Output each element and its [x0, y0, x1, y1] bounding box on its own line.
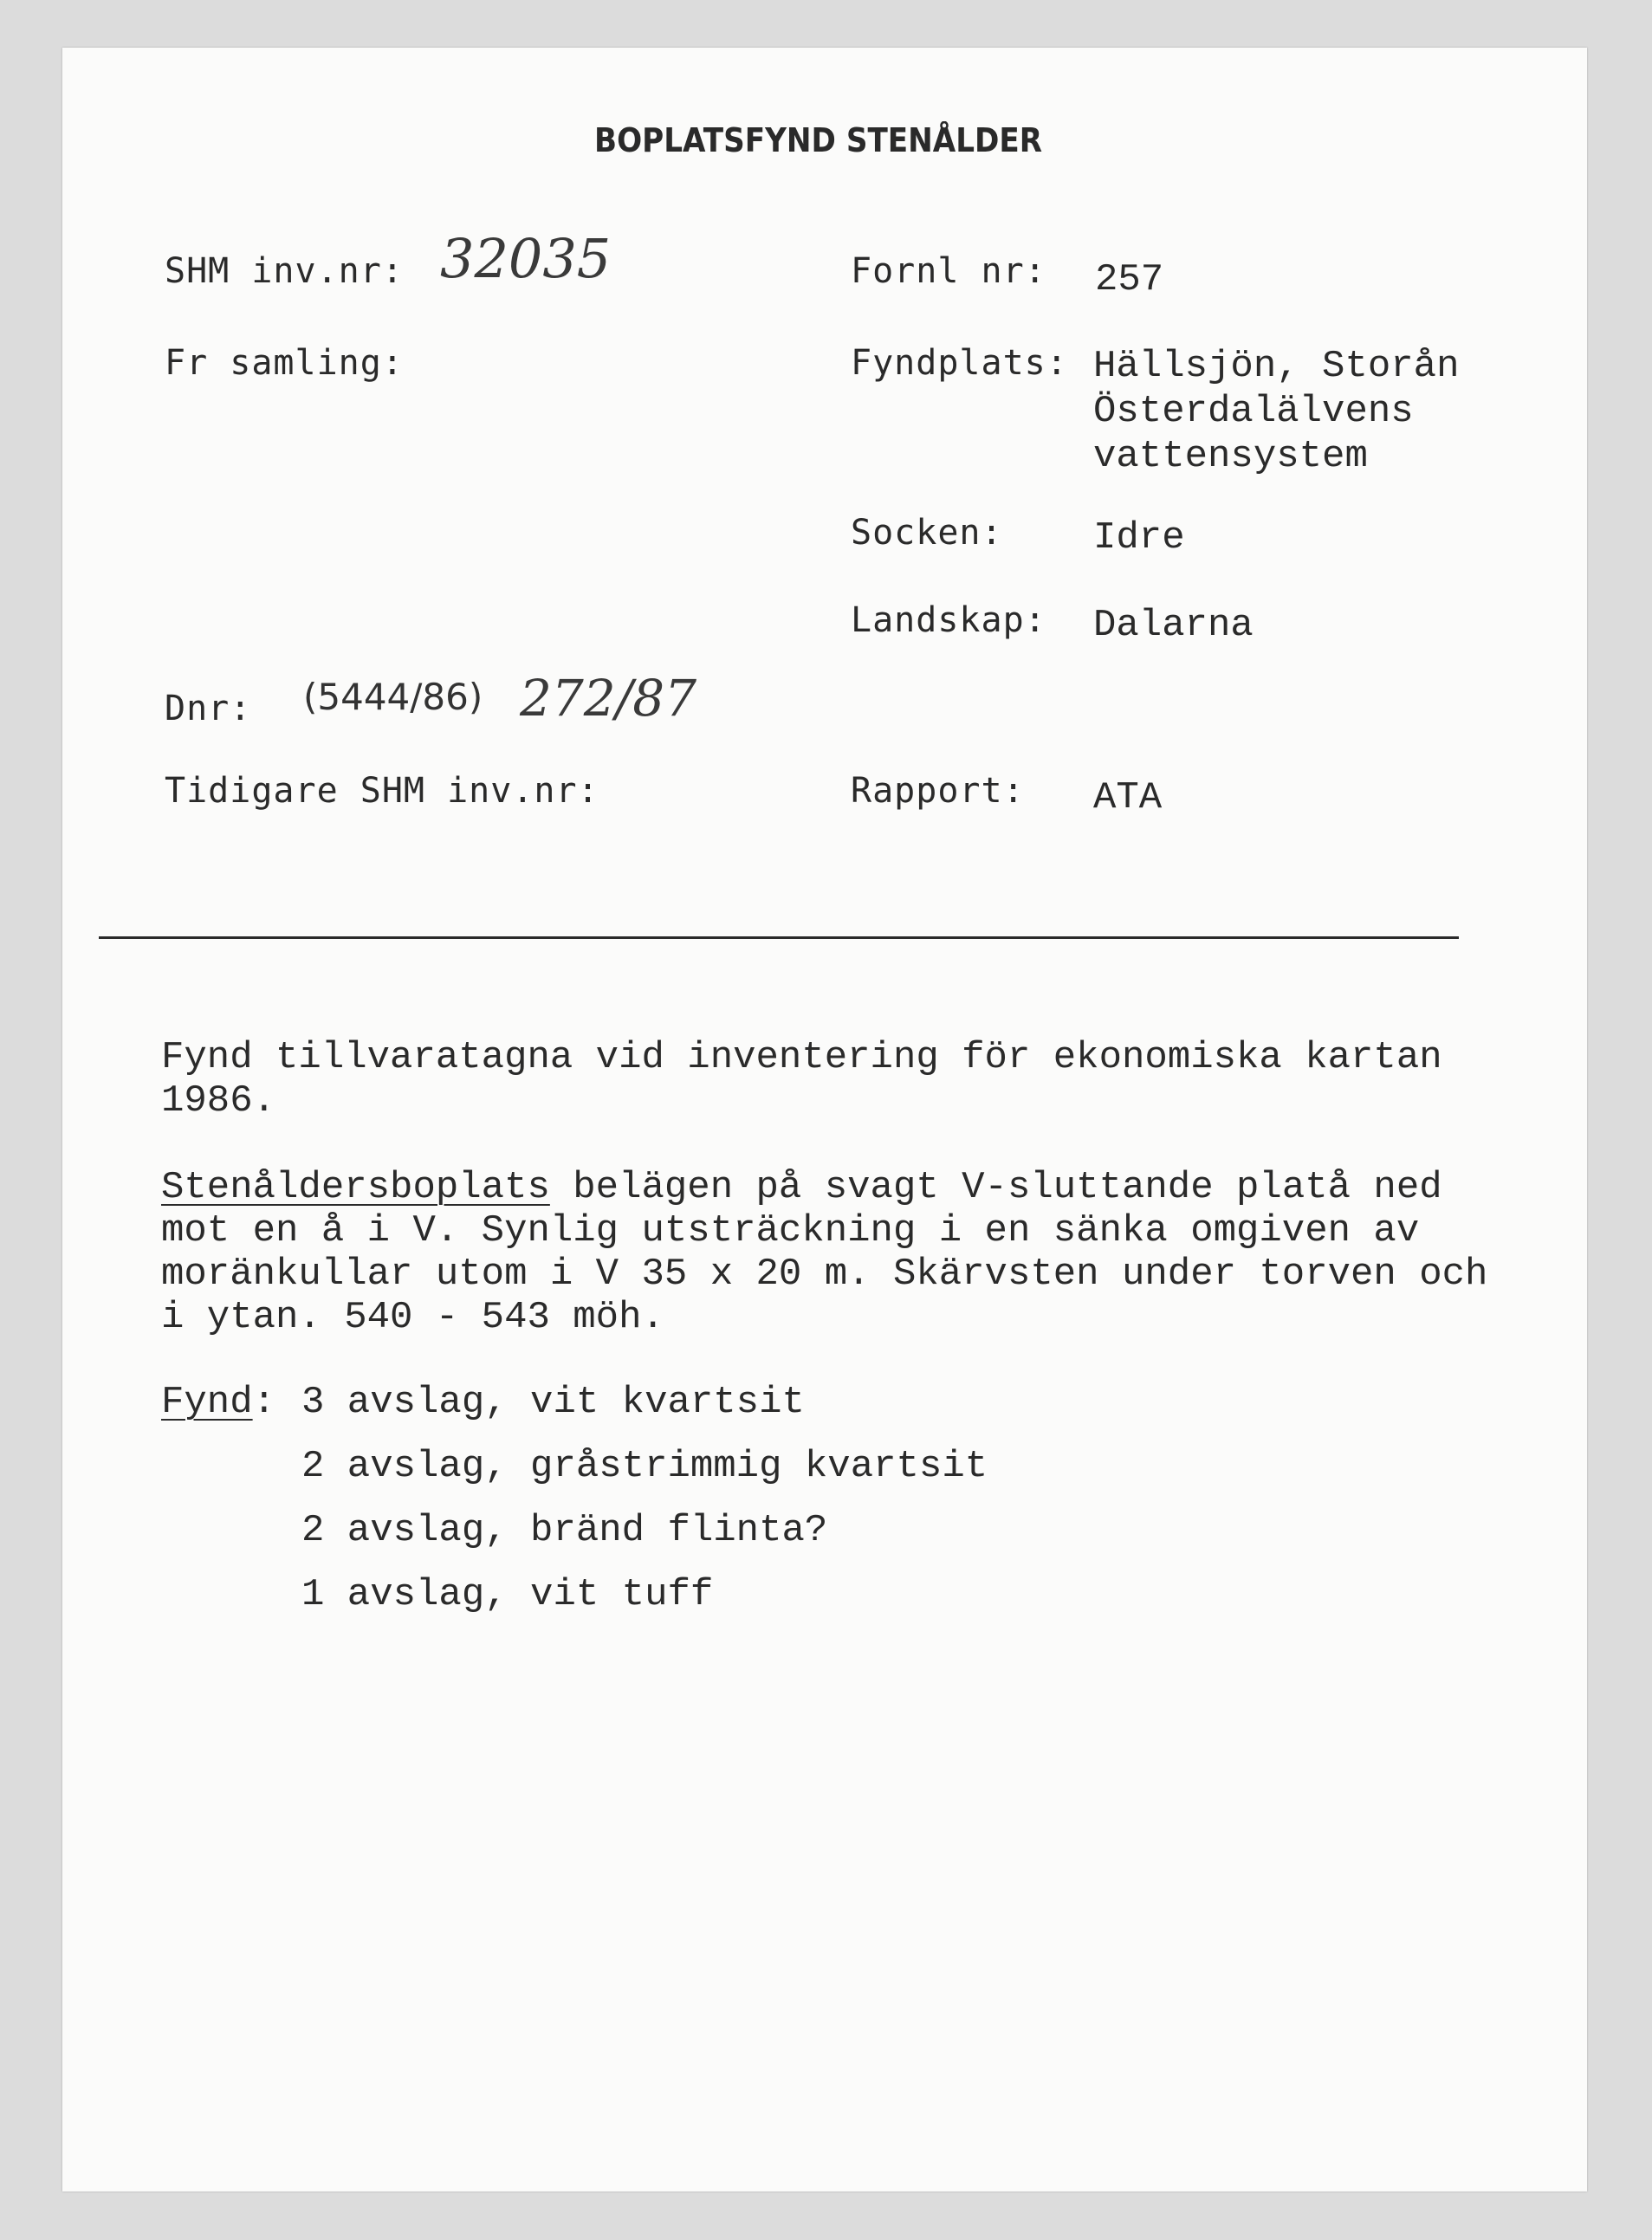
- landskap-label: Landskap:: [851, 600, 1046, 640]
- fornl-value: 257: [1095, 258, 1164, 301]
- para2-line-1: [161, 1166, 1442, 1209]
- rapport-value: ATA: [1093, 776, 1163, 819]
- dnr-value-new: 272/87: [520, 669, 697, 728]
- fynd-label-text: Fynd: [161, 1381, 253, 1424]
- para1-line-2: 1986.: [161, 1079, 276, 1123]
- para2-line-2: mot en å i V. Synlig utsträckning i en sänka omgiven av: [161, 1209, 1420, 1253]
- rapport-label: Rapport:: [851, 771, 1025, 811]
- shm-inv-label: SHM inv.nr:: [165, 251, 404, 291]
- tidigare-shm-label: Tidigare SHM inv.nr:: [165, 771, 599, 811]
- fynd-colon: :: [252, 1381, 276, 1424]
- dnr-label: Dnr:: [165, 689, 252, 728]
- fynd-item-4: 1 avslag, vit tuff: [301, 1573, 714, 1616]
- fornl-label: Fornl nr:: [851, 251, 1046, 291]
- dnr-value-old: (5444/86): [303, 676, 483, 718]
- para1-line-1: Fynd tillvaratagna vid inventering för ekonomiska kartan: [161, 1036, 1442, 1079]
- fynd-item-1: 3 avslag, vit kvartsit: [301, 1381, 805, 1424]
- fyndplats-line-1: Hällsjön, Storån: [1093, 345, 1460, 388]
- para2-line-3: moränkullar utom i V 35 x 20 m. Skärvsten under torven och: [161, 1253, 1488, 1296]
- landskap-value: Dalarna: [1093, 604, 1254, 647]
- fynd-item-2: 2 avslag, gråstrimmig kvartsit: [301, 1445, 988, 1488]
- fyndplats-line-2: Österdalälvens: [1093, 390, 1414, 433]
- shm-inv-value: 32035: [440, 227, 612, 290]
- fynd-label: [161, 1381, 275, 1424]
- fynd-item-3: 2 avslag, bränd flinta?: [301, 1509, 828, 1552]
- para2-line-4: i ytan. 540 - 543 möh.: [161, 1296, 664, 1339]
- card-title: BOPLATSFYND STENÅLDER: [594, 121, 1043, 159]
- socken-label: Socken:: [851, 513, 1003, 553]
- para2-line-1-rest: belägen på svagt V-sluttande platå ned: [549, 1166, 1442, 1209]
- divider-line: [99, 936, 1459, 939]
- socken-value: Idre: [1093, 516, 1185, 560]
- fyndplats-line-3: vattensystem: [1093, 435, 1368, 478]
- fyndplats-label: Fyndplats:: [851, 343, 1068, 383]
- fr-samling-label: Fr samling:: [165, 343, 404, 383]
- site-type-underlined: Stenåldersboplats: [161, 1166, 550, 1209]
